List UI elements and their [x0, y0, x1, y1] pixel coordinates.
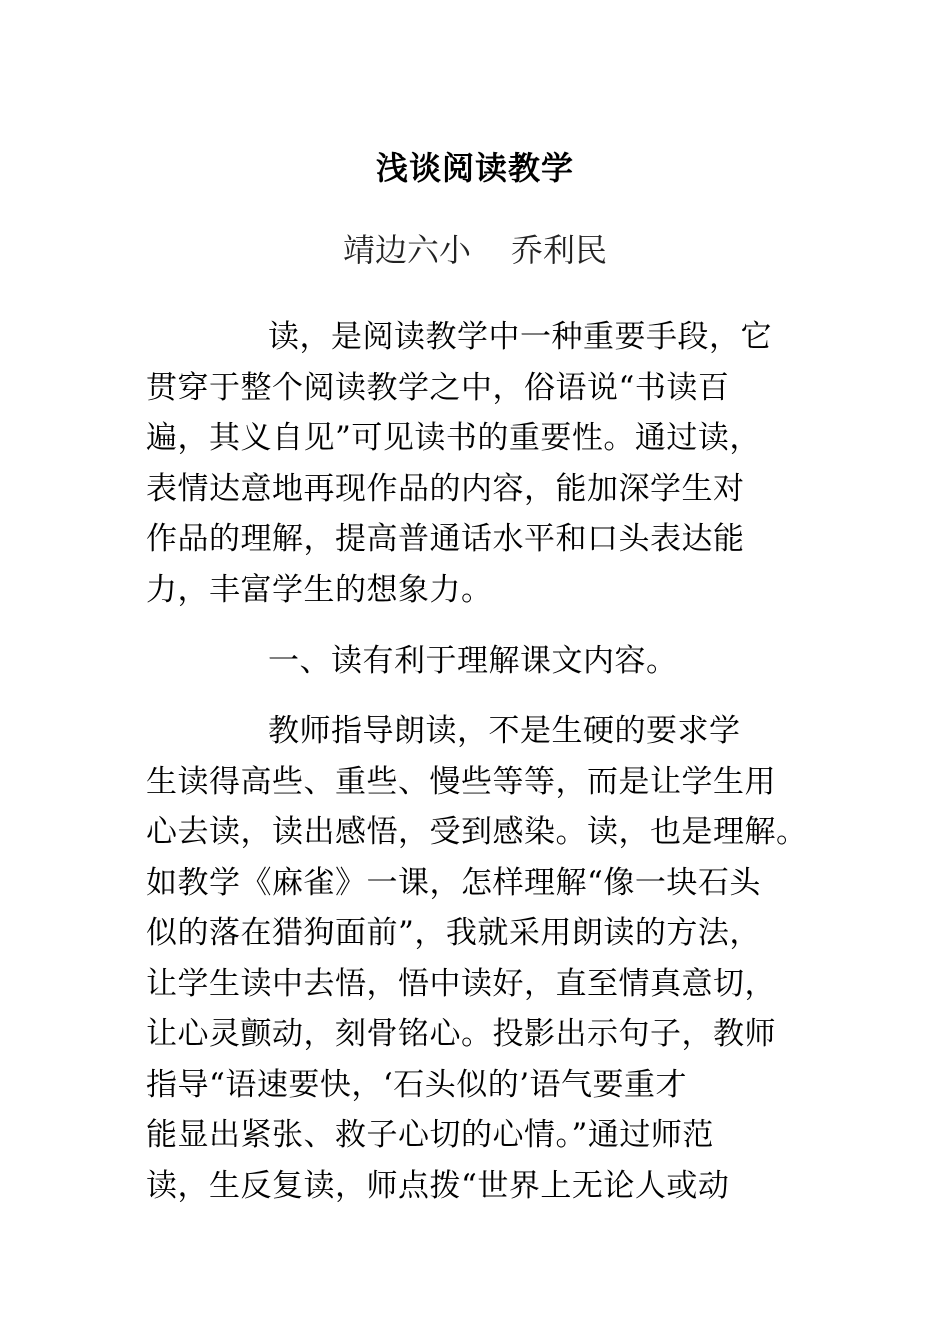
section-heading-text: 一、读有利于理解课文内容。 [268, 643, 678, 679]
paragraph-line: 指导“语速要快，‘石头似的’语气要重才 [146, 1066, 688, 1103]
paragraph-line: 读，是阅读教学中一种重要手段，它 [268, 319, 772, 355]
paragraph-line: 心去读，读出感悟，受到感染。读，也是理解。 [146, 814, 808, 850]
paragraph-line: 表情达意地再现作品的内容，能加深学生对 [146, 470, 745, 507]
paragraph-line: 似的落在猎狗面前”，我就采用朗读的方法， [146, 915, 761, 951]
paragraph-line: 生读得高些、重些、慢些等等，而是让学生用 [146, 763, 776, 800]
paragraph-body [146, 706, 836, 1211]
paragraph-line: 让心灵颤动，刻骨铭心。投影出示句子，教师 [146, 1016, 776, 1052]
paragraph-line: 力，丰富学生的想象力。 [146, 571, 493, 608]
document-title: 浅谈阅读教学 [375, 149, 574, 187]
author-school: 靖边六小 [342, 231, 471, 269]
author-name: 乔利民 [511, 231, 608, 269]
paragraph-intro [146, 312, 836, 615]
paragraph-line: 作品的理解，提高普通话水平和口头表达能 [146, 521, 745, 557]
paragraph-line: 贯穿于整个阅读教学之中，俗语说“书读百 [146, 369, 730, 406]
paragraph-line: 如教学《麻雀》一课，怎样理解“像一块石头 [146, 864, 761, 901]
paragraph-line: 读，生反复读，师点拨“世界上无论人或动 [146, 1167, 730, 1204]
paragraph-line: 能显出紧张、救子心切的心情。”通过师范 [146, 1117, 714, 1153]
paragraph-line: 遍，其义自见”可见读书的重要性。通过读， [146, 420, 761, 456]
author-byline [0, 228, 950, 272]
paragraph-line: 让学生读中去悟，悟中读好，直至情真意切， [146, 965, 776, 1002]
section-heading [146, 636, 836, 687]
paragraph-line: 教师指导朗读，不是生硬的要求学 [268, 713, 741, 749]
